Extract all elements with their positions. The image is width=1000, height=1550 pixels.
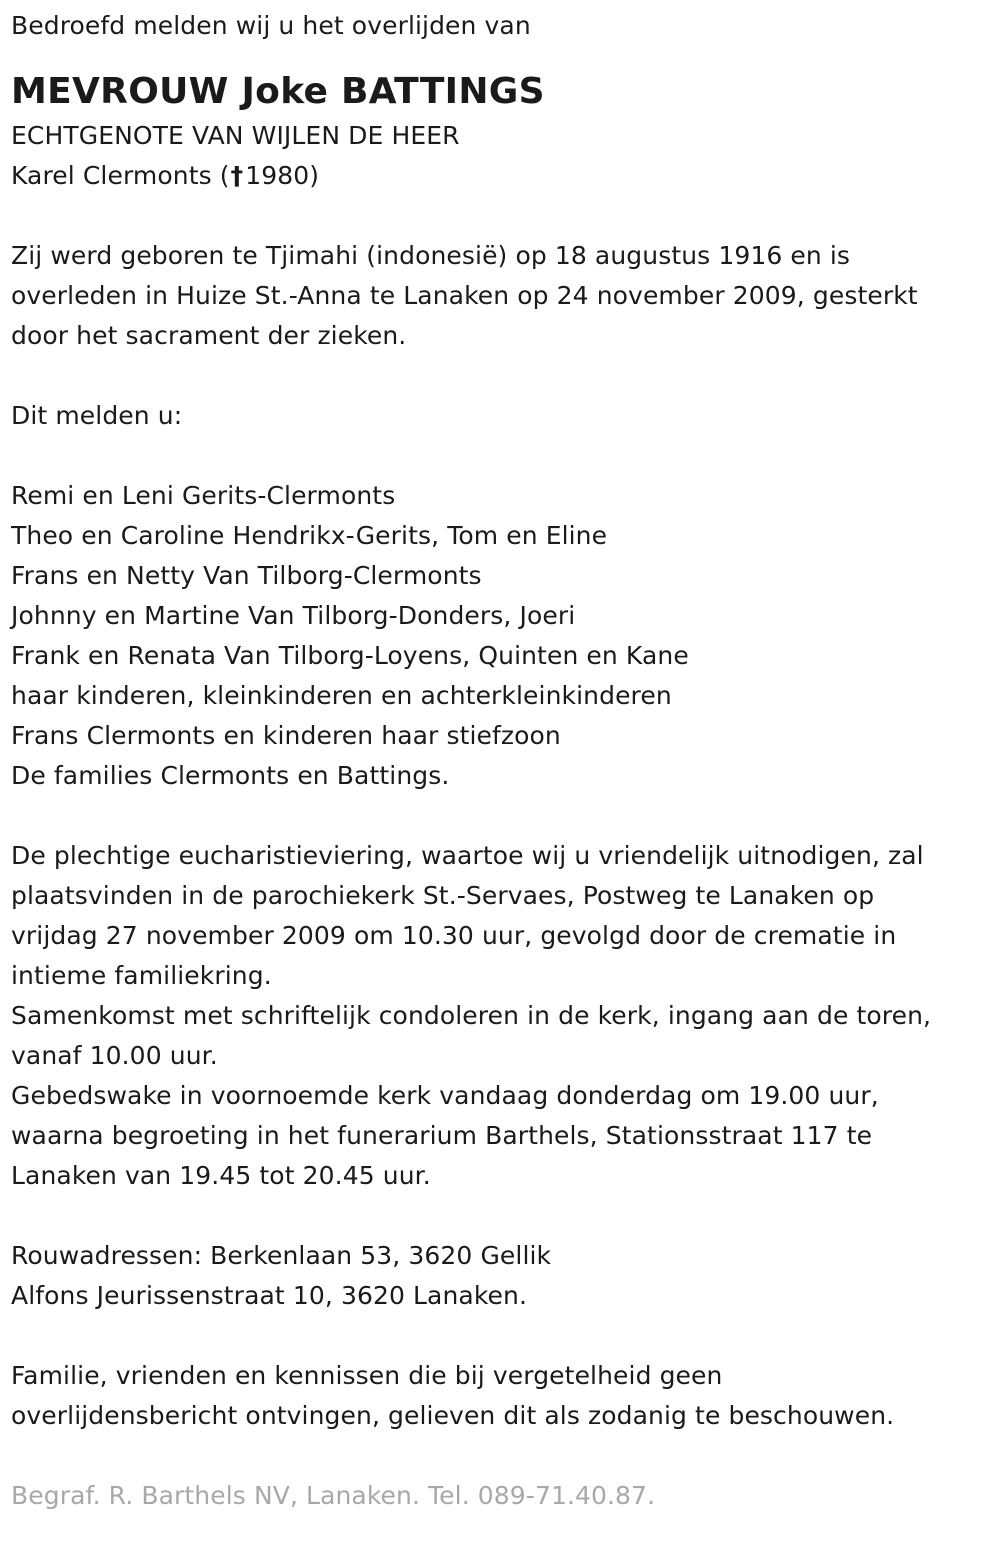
relation-text: ECHTGENOTE VAN WIJLEN DE HEER — [11, 121, 460, 150]
birth-death-line: door het sacrament der zieken. — [11, 321, 407, 350]
address-line: Alfons Jeurissenstraat 10, 3620 Lanaken. — [11, 1281, 527, 1310]
obituary-notice — [11, 6, 991, 1516]
spouse-year: 1980) — [245, 161, 320, 190]
birth-death-paragraph — [11, 236, 991, 356]
ceremony-line: Samenkomst met schriftelijk condoleren in de kerk, ingang aan de toren, — [11, 1001, 932, 1030]
spacer — [11, 1316, 991, 1356]
intro-text: Bedroefd melden wij u het overlijden van — [11, 11, 531, 40]
family-member: Theo en Caroline Hendrikx-Gerits, Tom en Eline — [11, 521, 608, 550]
ceremony-line: De plechtige eucharistieviering, waartoe wij u vriendelijk uitnodigen, zal — [11, 841, 924, 870]
family-member: Remi en Leni Gerits-Clermonts — [11, 481, 396, 510]
ceremony-line: vrijdag 27 november 2009 om 10.30 uur, gevolgd door de crematie in — [11, 921, 897, 950]
closing-paragraph — [11, 1356, 991, 1436]
ceremony-line: Gebedswake in voornoemde kerk vandaag donderdag om 19.00 uur, — [11, 1081, 879, 1110]
cross-icon: † — [230, 161, 244, 190]
ceremony-paragraph — [11, 836, 991, 1196]
birth-death-line: Zij werd geboren te Tjimahi (indonesië) op 18 augustus 1916 en is — [11, 241, 851, 270]
spacer — [11, 796, 991, 836]
spacer — [11, 436, 991, 476]
family-member: haar kinderen, kleinkinderen en achterkleinkinderen — [11, 681, 672, 710]
birth-death-line: overleden in Huize St.-Anna te Lanaken op 24 november 2009, gesterkt — [11, 281, 918, 310]
ceremony-line: intieme familiekring. — [11, 961, 272, 990]
family-member: Frank en Renata Van Tilborg-Loyens, Quinten en Kane — [11, 641, 689, 670]
ceremony-line: Lanaken van 19.45 tot 20.45 uur. — [11, 1161, 431, 1190]
funeral-home-footer: Begraf. R. Barthels NV, Lanaken. Tel. 089-71.40.87. — [11, 1481, 656, 1510]
family-list — [11, 476, 991, 796]
family-member: Johnny en Martine Van Tilborg-Donders, Joeri — [11, 601, 576, 630]
spouse-line — [11, 156, 991, 196]
closing-line: Familie, vrienden en kennissen die bij vergetelheid geen — [11, 1361, 723, 1390]
spacer — [11, 1436, 991, 1476]
family-member: Frans en Netty Van Tilborg-Clermonts — [11, 561, 482, 590]
spacer — [11, 1196, 991, 1236]
family-member: De families Clermonts en Battings. — [11, 761, 450, 790]
closing-line: overlijdensbericht ontvingen, gelieven dit als zodanig te beschouwen. — [11, 1401, 895, 1430]
family-member: Frans Clermonts en kinderen haar stiefzoon — [11, 721, 561, 750]
address-line: Rouwadressen: Berkenlaan 53, 3620 Gellik — [11, 1241, 552, 1270]
spacer — [11, 196, 991, 236]
announced-by-label: Dit melden u: — [11, 401, 183, 430]
ceremony-line: plaatsvinden in de parochiekerk St.-Servaes, Postweg te Lanaken op — [11, 881, 875, 910]
addresses-paragraph — [11, 1236, 991, 1316]
spouse-name: Karel Clermonts ( — [11, 161, 230, 190]
deceased-name: MEVROUW Joke BATTINGS — [11, 71, 545, 112]
ceremony-line: waarna begroeting in het funerarium Barthels, Stationsstraat 117 te — [11, 1121, 873, 1150]
ceremony-line: vanaf 10.00 uur. — [11, 1041, 218, 1070]
spacer — [11, 356, 991, 396]
